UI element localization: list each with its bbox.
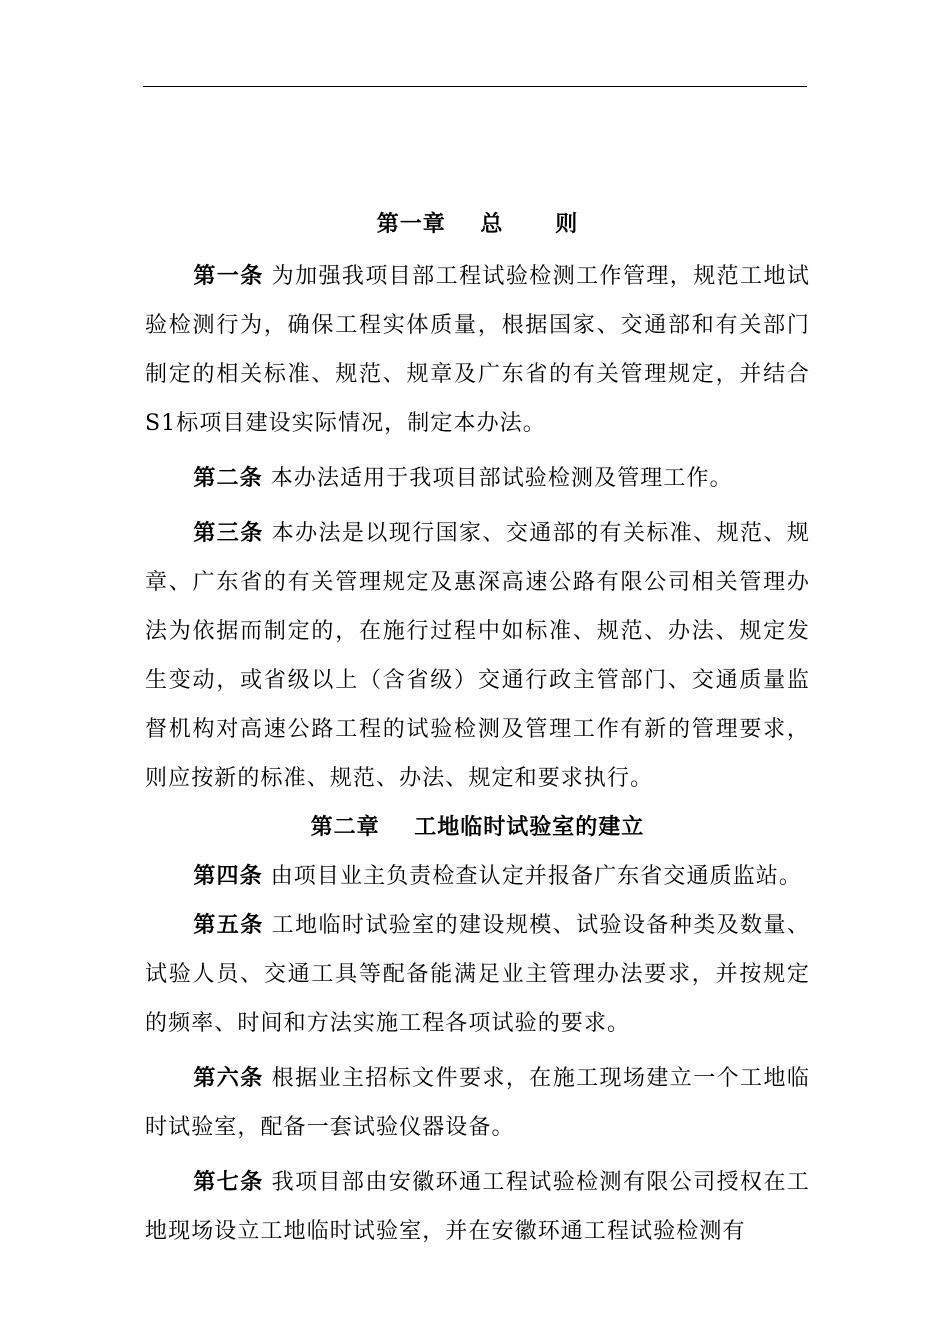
chapter-1-title: 第一章 总 则	[376, 211, 579, 237]
article-4	[145, 852, 810, 901]
article-2	[145, 454, 810, 503]
article-label: 第四条	[193, 863, 263, 889]
article-1	[145, 252, 810, 448]
article-7	[145, 1158, 810, 1256]
article-label: 第六条	[193, 1065, 264, 1091]
chapter-2-title: 第二章 工地临时试验室的建立	[310, 814, 645, 840]
article-text: 我项目部由安徽环通工程试验检测有限公司授权在工地现场设立工地临时试验室，并在安徽环通工程试验检测有	[145, 1170, 810, 1244]
article-6	[145, 1054, 810, 1152]
article-label: 第二条	[193, 465, 263, 491]
document-body	[145, 200, 810, 1256]
article-text: 本办法是以现行国家、交通部的有关标准、规范、规章、广东省的有关管理规定及惠深高速公路有限公司相关管理办法为依据而制定的，在施行过程中如标准、规范、办法、规定发生变动，或省级以上（含省级）交通行政主管部门、交通质量监督机构对高速公路工程的试验检测及管理工作有新的管理要求，则应按新的标准、规范、办法、规定和要求执行。	[145, 521, 810, 791]
article-3	[145, 509, 810, 803]
article-text: 根据业主招标文件要求，在施工现场建立一个工地临时试验室，配备一套试验仪器设备。	[145, 1066, 810, 1140]
article-text: 工地临时试验室的建设规模、试验设备种类及数量、试验人员、交通工具等配备能满足业主管理办法要求，并按规定的频率、时间和方法实施工程各项试验的要求。	[145, 913, 810, 1036]
header-rule	[143, 86, 807, 87]
article-text: 由项目业主负责检查认定并报备广东省交通质监站。	[270, 864, 803, 889]
article-text: 为加强我项目部工程试验检测工作管理，规范工地试验检测行为，确保工程实体质量，根据国家、交通部和有关部门制定的相关标准、规范、规章及广东省的有关管理规定，并结合S1标项目建设实际情况，制定本办法。	[145, 264, 810, 436]
article-label: 第三条	[193, 520, 264, 546]
article-text: 本办法适用于我项目部试验检测及管理工作。	[270, 466, 733, 491]
article-label: 第一条	[193, 263, 264, 289]
article-5	[145, 901, 810, 1048]
article-label: 第五条	[193, 912, 264, 938]
article-label: 第七条	[193, 1169, 264, 1195]
